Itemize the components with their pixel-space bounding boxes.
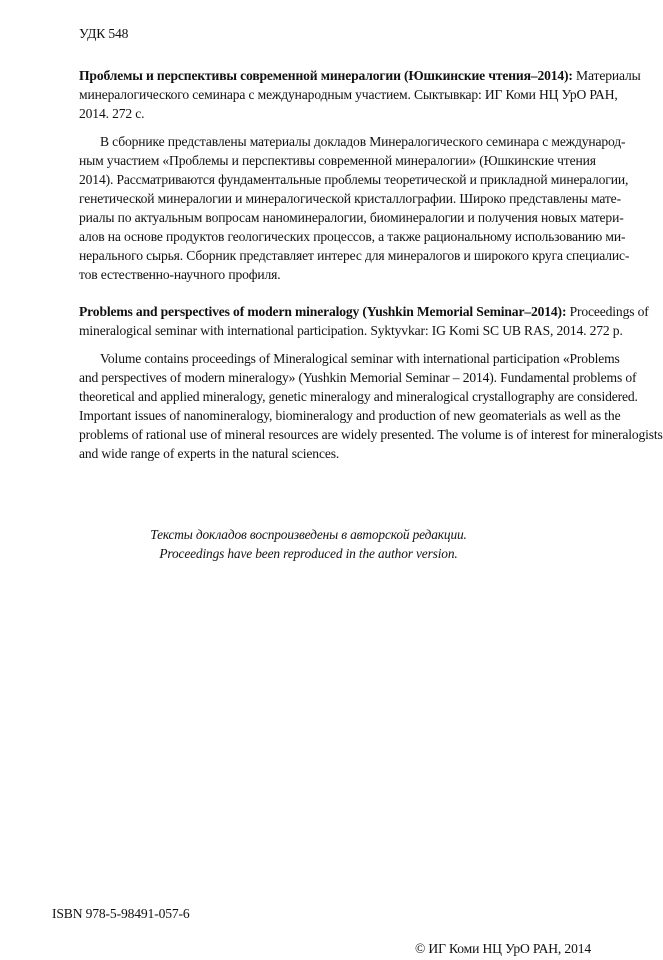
ru-abstract-line: 2014). Рассматриваются фундаментальные проблемы теоретической и прикладной минералогии, <box>79 172 629 187</box>
ru-citation-line-3: 2014. 272 с. <box>79 106 145 121</box>
ru-citation-line-2: минералогического семинара с международным участием. Сыктывкар: ИГ Коми НЦ УрО РАН, <box>79 87 618 102</box>
ru-abstract-line: В сборнике представлены материалы докладов Минералогического семинара с международ- <box>100 134 626 149</box>
en-abstract-line: Volume contains proceedings of Mineralogical seminar with international participation «Problems <box>100 351 620 366</box>
ru-abstract-line: нерального сырья. Сборник представляет интерес для минералогов и широкого круга специалис- <box>79 248 630 263</box>
en-citation-line-2: mineralogical seminar with international participation. Syktyvkar: IG Komi SC UB RAS, 2014. 272 p. <box>79 323 623 338</box>
en-abstract-line: Important issues of nanomineralogy, biomineralogy and production of new geomaterials as well as the <box>79 408 621 423</box>
isbn: ISBN 978-5-98491-057-6 <box>52 906 190 921</box>
ru-abstract-line: тов естественно-научного профиля. <box>79 267 281 282</box>
en-abstract-line: problems of rational use of mineral resources are widely presented. The volume is of interest for mineralogists <box>79 427 663 442</box>
ru-citation-line-1 <box>79 68 641 84</box>
ru-citation-line-1-rest: Материалы <box>572 68 641 83</box>
udc-code: УДК 548 <box>79 26 129 41</box>
en-citation-line-1-rest: Proceedings of <box>566 304 649 319</box>
ru-abstract-line: алов на основе продуктов геологических процессов, а также рациональному использованию ми- <box>79 229 626 244</box>
en-citation-line-1 <box>79 304 649 320</box>
editorial-note-en: Proceedings have been reproduced in the author version. <box>159 546 458 561</box>
copyright: © ИГ Коми НЦ УрО РАН, 2014 <box>415 941 592 956</box>
ru-abstract-line: риалы по актуальным вопросам наноминералогии, биоминералогии и получения новых матери- <box>79 210 624 225</box>
ru-abstract-line: генетической минералогии и минералогической кристаллографии. Широко представлены мате- <box>79 191 621 206</box>
en-abstract-line: theoretical and applied mineralogy, genetic mineralogy and mineralogical crystallography are considered. <box>79 389 638 404</box>
ru-abstract-line: ным участием «Проблемы и перспективы современной минералогии» (Юшкинские чтения <box>79 153 596 168</box>
editorial-note-ru: Тексты докладов воспроизведены в авторской редакции. <box>150 527 467 542</box>
en-citation-title: Problems and perspectives of modern mineralogy (Yushkin Memorial Seminar–2014): <box>79 304 567 319</box>
ru-citation-title: Проблемы и перспективы современной минералогии (Юшкинские чтения–2014): <box>79 68 573 83</box>
en-abstract-line: and wide range of experts in the natural sciences. <box>79 446 340 461</box>
en-abstract-line: and perspectives of modern mineralogy» (Yushkin Memorial Seminar – 2014). Fundamental problems of <box>79 370 637 385</box>
